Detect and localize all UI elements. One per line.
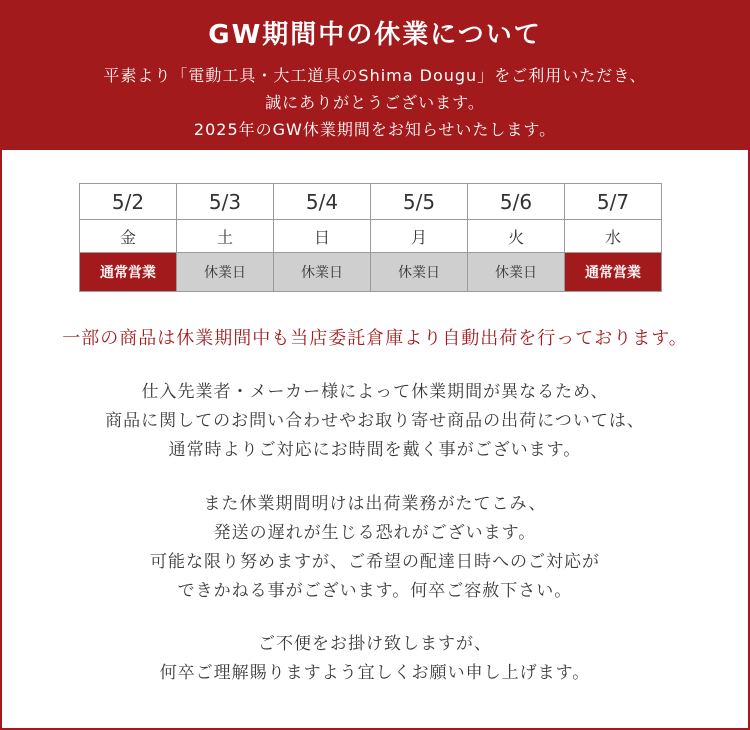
calendar-status-row bbox=[80, 253, 662, 292]
paragraph-line: 通常時よりご対応にお時間を戴く事がございます。 bbox=[168, 440, 582, 460]
calendar-weekday: 水 bbox=[565, 220, 662, 253]
status-open-badge: 通常営業 bbox=[80, 253, 177, 292]
status-closed-badge: 休業日 bbox=[177, 253, 274, 292]
calendar-date: 5/2 bbox=[80, 184, 177, 220]
auto-shipping-notice: 一部の商品は休業期間中も当店委託倉庫より自動出荷を行っております。 bbox=[62, 328, 688, 349]
holiday-calendar bbox=[79, 183, 662, 292]
calendar-date-row bbox=[80, 184, 662, 220]
calendar-date: 5/5 bbox=[371, 184, 468, 220]
calendar-weekday: 土 bbox=[177, 220, 274, 253]
paragraph-supplier-notice bbox=[0, 378, 750, 465]
page-title: GW期間中の休業について bbox=[208, 20, 542, 50]
paragraph-delay-notice bbox=[0, 490, 750, 606]
calendar-weekday: 火 bbox=[468, 220, 565, 253]
paragraph-line: できかねる事がございます。何卒ご容赦下さい。 bbox=[177, 581, 573, 601]
calendar-date: 5/7 bbox=[565, 184, 662, 220]
paragraph-line: 商品に関してのお問い合わせやお取り寄せ商品の出荷については、 bbox=[105, 411, 645, 431]
paragraph-line: 発送の遅れが生じる恐れがございます。 bbox=[213, 523, 537, 543]
calendar-date: 5/6 bbox=[468, 184, 565, 220]
header-banner bbox=[0, 0, 750, 150]
calendar-date: 5/4 bbox=[274, 184, 371, 220]
calendar-weekday: 日 bbox=[274, 220, 371, 253]
calendar-weekday: 金 bbox=[80, 220, 177, 253]
intro-line: 平素より「電動工具・大工道具のShima Dougu」をご利用いただき、 bbox=[103, 66, 647, 85]
paragraph-line: また休業期間明けは出荷業務がたてこみ、 bbox=[203, 494, 547, 514]
status-open-badge: 通常営業 bbox=[565, 253, 662, 292]
intro-line: 2025年のGW休業期間をお知らせいたします。 bbox=[193, 120, 557, 139]
intro-text bbox=[0, 62, 750, 143]
calendar-weekday-row bbox=[80, 220, 662, 253]
status-closed-badge: 休業日 bbox=[468, 253, 565, 292]
paragraph-line: 仕入先業者・メーカー様によって休業期間が異なるため、 bbox=[141, 382, 609, 402]
status-closed-badge: 休業日 bbox=[371, 253, 468, 292]
paragraph-closing bbox=[0, 630, 750, 688]
paragraph-line: ご不便をお掛け致しますが、 bbox=[258, 634, 492, 654]
calendar-weekday: 月 bbox=[371, 220, 468, 253]
paragraph-line: 何卒ご理解賜りますよう宜しくお願い申し上げます。 bbox=[159, 663, 591, 683]
status-closed-badge: 休業日 bbox=[274, 253, 371, 292]
calendar-date: 5/3 bbox=[177, 184, 274, 220]
paragraph-line: 可能な限り努めますが、ご希望の配達日時へのご対応が bbox=[150, 552, 600, 572]
intro-line: 誠にありがとうございます。 bbox=[265, 93, 485, 112]
